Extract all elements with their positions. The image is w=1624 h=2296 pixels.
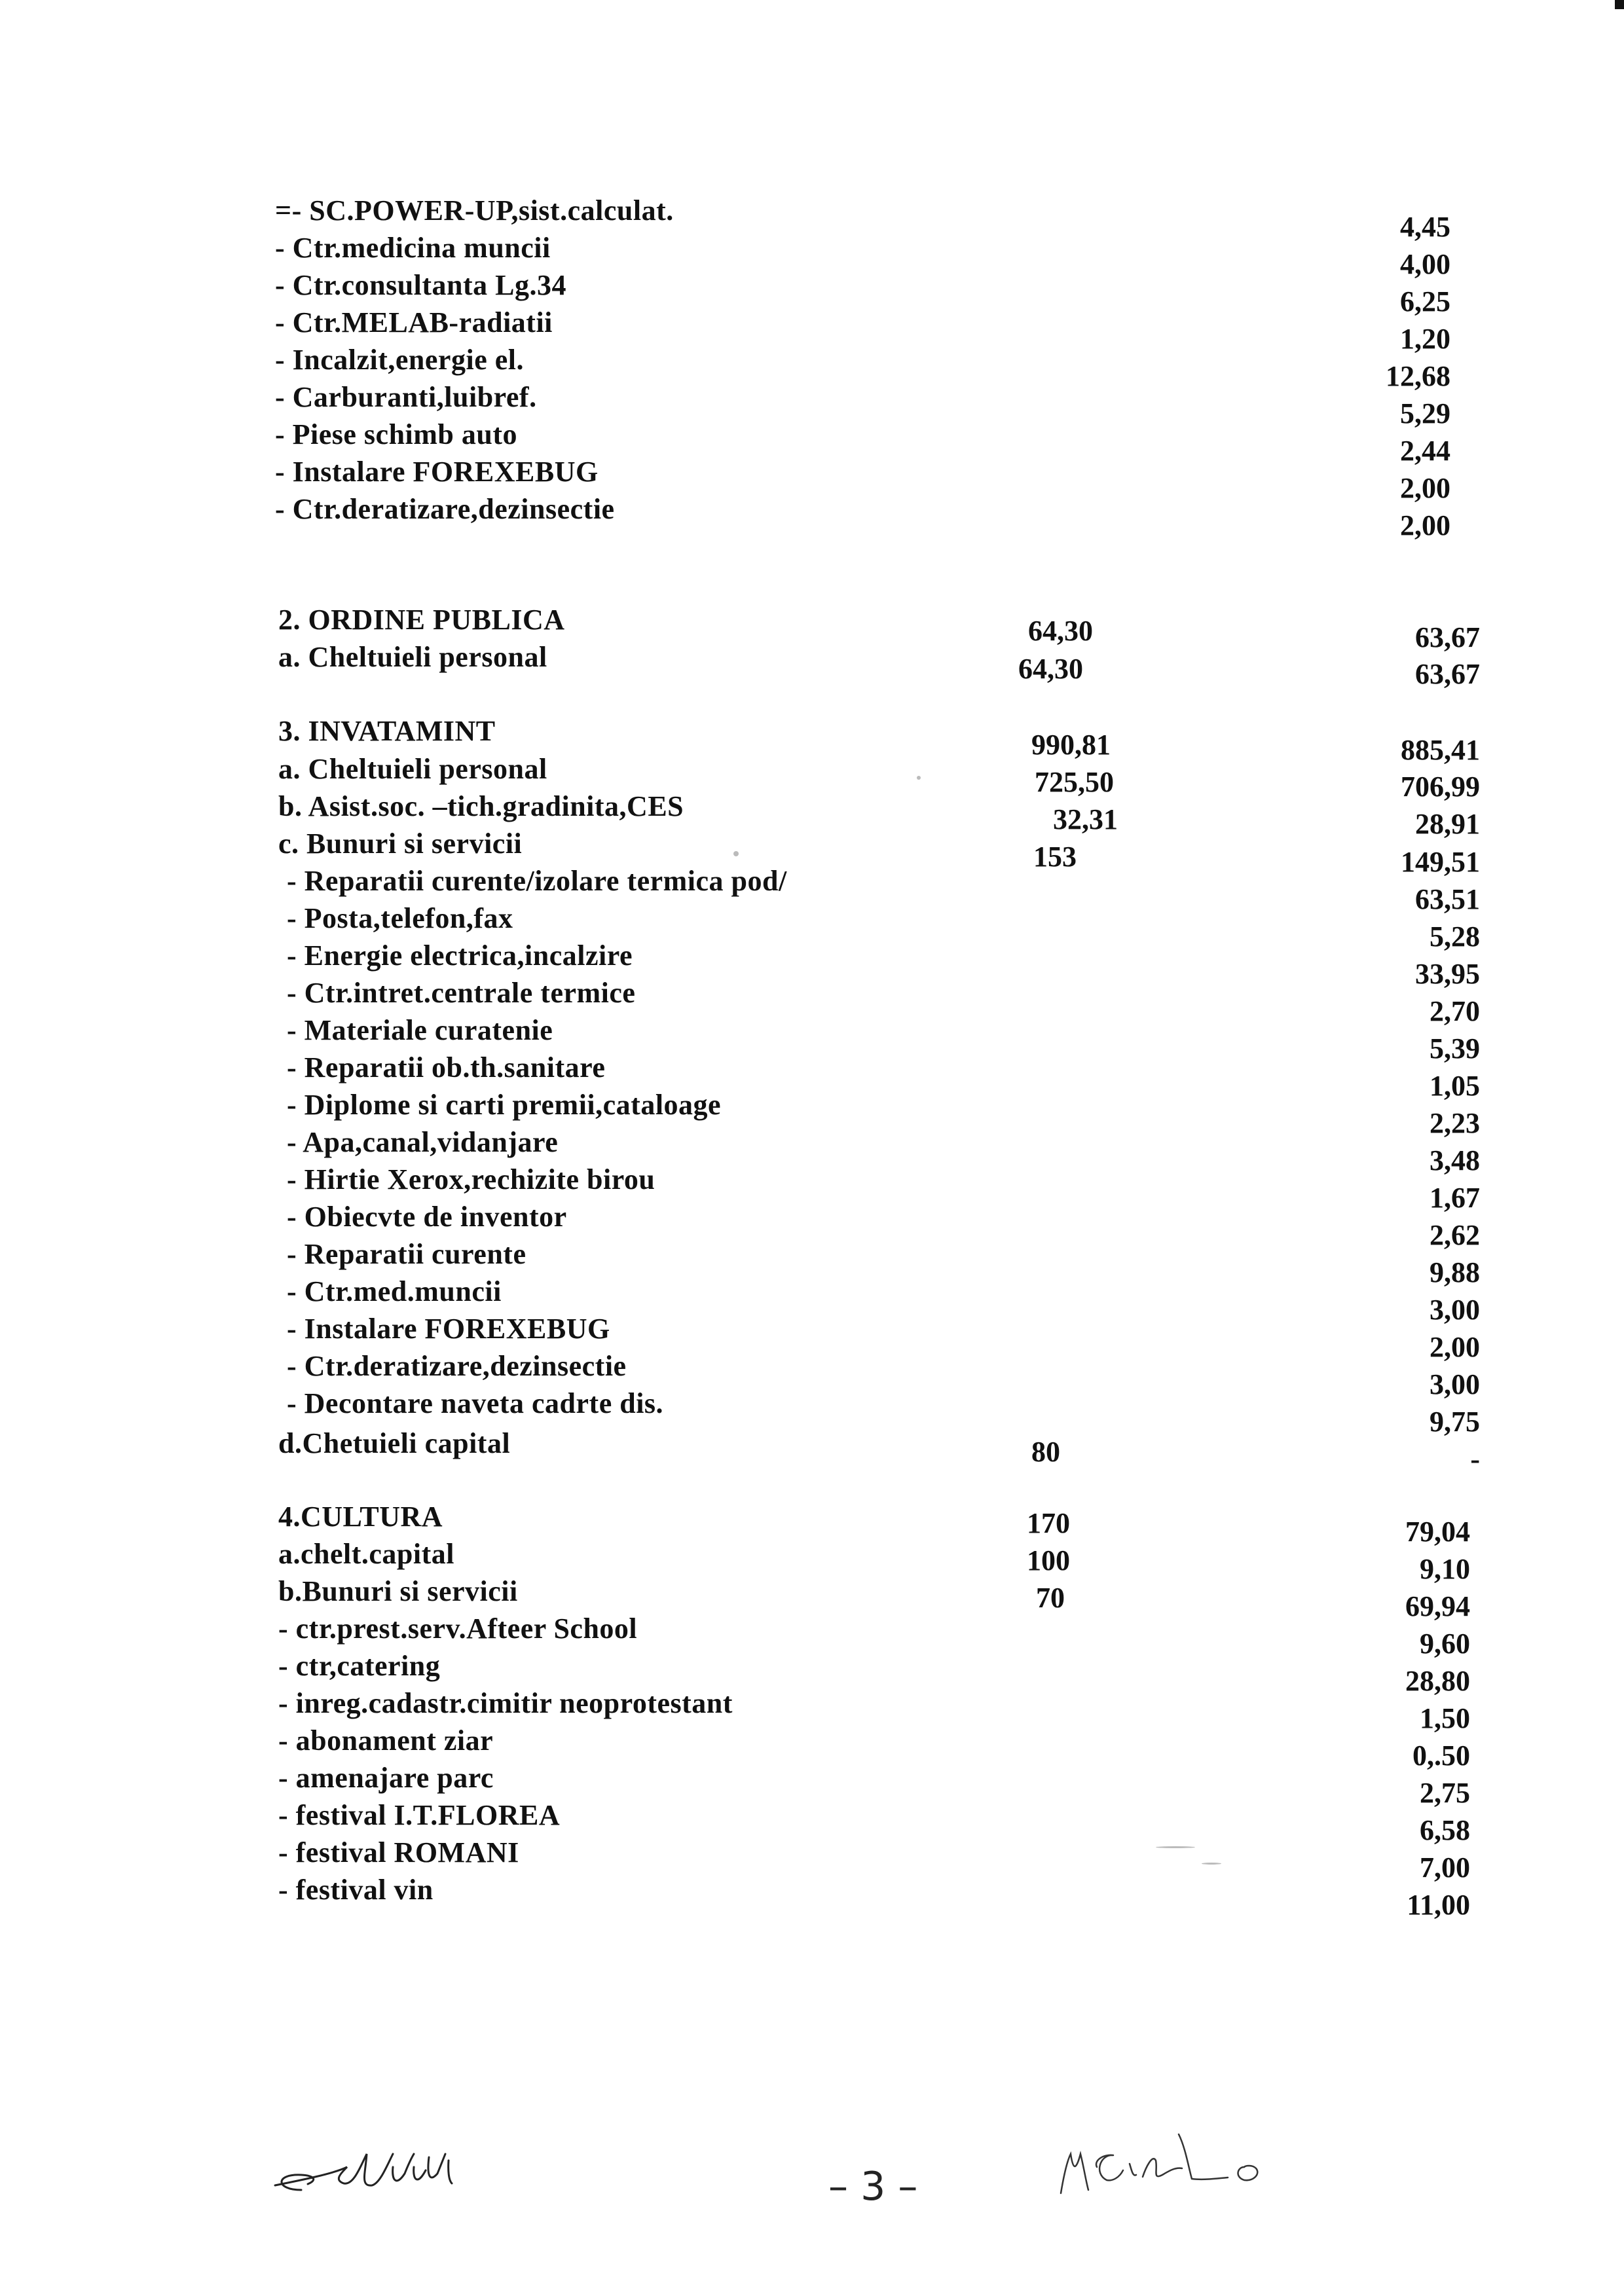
scan-speck	[1202, 1863, 1221, 1865]
signature-left	[262, 2128, 498, 2213]
actual-value: 79,04	[1405, 1516, 1470, 1548]
actual-value: 28,91	[1415, 808, 1480, 840]
top-item-value: 2,44	[1400, 435, 1450, 467]
scan-speck	[1156, 1846, 1195, 1848]
top-item-value: 4,00	[1400, 248, 1450, 280]
expense-item-value: 28,80	[1405, 1665, 1470, 1697]
expense-item-value: 6,58	[1420, 1814, 1470, 1846]
section-row-label: c. Bunuri si servicii	[278, 828, 523, 860]
expense-item-value: 63,51	[1415, 883, 1480, 915]
top-item-value: 2,00	[1400, 472, 1450, 504]
expense-item-label: - Posta,telefon,fax	[287, 902, 513, 934]
expense-item-value: 2,62	[1430, 1219, 1480, 1251]
top-item-value: 2,00	[1400, 509, 1450, 541]
expense-item-label: - abonament ziar	[278, 1724, 494, 1757]
expense-item-value: 0,.50	[1412, 1740, 1470, 1772]
scan-corner-mark	[1615, 0, 1624, 9]
actual-value: 63,67	[1415, 621, 1480, 653]
expense-item-label: - Diplome si carti premii,cataloage	[287, 1089, 722, 1121]
expense-item-value: 1,05	[1430, 1070, 1480, 1102]
expense-item-value: 5,39	[1430, 1032, 1480, 1065]
expense-item-label: - Ctr.deratizare,dezinsectie	[287, 1350, 627, 1382]
expense-item-label: - inreg.cadastr.cimitir neoprotestant	[278, 1687, 733, 1719]
expense-item-value: 9,60	[1420, 1628, 1470, 1660]
expense-item-label: - Ctr.intret.centrale termice	[287, 977, 636, 1009]
section-heading: 2. ORDINE PUBLICA	[278, 604, 565, 636]
section-heading: 3. INVATAMINT	[278, 715, 496, 747]
expense-item-value: 3,48	[1430, 1144, 1480, 1176]
top-item-label: - Ctr.MELAB-radiatii	[275, 306, 553, 338]
actual-value: -	[1470, 1443, 1480, 1475]
section-heading: 4.CULTURA	[278, 1501, 443, 1533]
expense-item-value: 3,00	[1430, 1368, 1480, 1400]
expense-item-value: 2,23	[1430, 1107, 1480, 1139]
top-item-value: 6,25	[1400, 285, 1450, 318]
top-item-label: - Incalzit,energie el.	[275, 344, 524, 376]
section-row-label: a. Cheltuieli personal	[278, 753, 547, 785]
expense-item-value: 9,75	[1430, 1406, 1480, 1438]
planned-value: 153	[1033, 841, 1077, 873]
top-item-value: 4,45	[1400, 211, 1450, 243]
expense-item-label: - Materiale curatenie	[287, 1014, 553, 1046]
expense-item-value: 7,00	[1420, 1851, 1470, 1884]
expense-item-label: - Reparatii curente	[287, 1238, 526, 1270]
top-item-label: - Piese schimb auto	[275, 418, 518, 450]
expense-item-value: 5,28	[1430, 920, 1480, 953]
expense-item-value: 33,95	[1415, 958, 1480, 990]
expense-item-value: 1,67	[1430, 1182, 1480, 1214]
top-item-label: - Carburanti,luibref.	[275, 381, 537, 413]
expense-item-value: 3,00	[1430, 1294, 1480, 1326]
expense-item-label: - festival I.T.FLOREA	[278, 1799, 561, 1831]
top-item-label: - Ctr.consultanta Lg.34	[275, 269, 567, 301]
capital-label: d.Chetuieli capital	[278, 1427, 511, 1459]
expense-item-label: - amenajare parc	[278, 1762, 494, 1794]
expense-item-label: - ctr.prest.serv.Afteer School	[278, 1613, 638, 1645]
top-item-label: =- SC.POWER-UP,sist.calculat.	[275, 194, 674, 227]
expense-item-value: 11,00	[1407, 1889, 1470, 1921]
expense-item-label: - Reparatii ob.th.sanitare	[287, 1051, 606, 1084]
expense-item-value: 9,88	[1430, 1256, 1480, 1288]
scan-speck	[733, 851, 739, 856]
section-row-label: b. Asist.soc. –tich.gradinita,CES	[278, 790, 684, 822]
expense-item-label: - Instalare FOREXEBUG	[287, 1313, 610, 1345]
expense-item-label: - Hirtie Xerox,rechizite birou	[287, 1163, 655, 1195]
section-row-label: a.chelt.capital	[278, 1538, 455, 1570]
planned-value: 100	[1027, 1544, 1070, 1576]
expense-item-label: - ctr,catering	[278, 1650, 441, 1682]
top-item-label: - Instalare FOREXEBUG	[275, 456, 599, 488]
expense-item-value: 2,75	[1420, 1777, 1470, 1809]
planned-value: 170	[1027, 1507, 1070, 1539]
expense-item-label: - Energie electrica,incalzire	[287, 939, 633, 972]
scan-speck	[917, 776, 921, 780]
signature-right	[1048, 2115, 1323, 2206]
expense-item-label: - Decontare naveta cadrte dis.	[287, 1387, 664, 1419]
planned-value: 70	[1036, 1582, 1065, 1614]
section-row-label: b.Bunuri si servicii	[278, 1575, 518, 1607]
top-item-value: 1,20	[1400, 323, 1450, 355]
expense-item-label: - Ctr.med.muncii	[287, 1275, 502, 1307]
top-item-label: - Ctr.medicina muncii	[275, 232, 551, 264]
planned-value: 32,31	[1053, 803, 1118, 835]
actual-value: 885,41	[1401, 734, 1480, 766]
planned-value: 64,30	[1018, 653, 1083, 685]
expense-item-label: - Reparatii curente/izolare termica pod/	[287, 865, 787, 897]
actual-value: 63,67	[1415, 658, 1480, 690]
top-item-label: - Ctr.deratizare,dezinsectie	[275, 493, 615, 525]
expense-item-value: 2,70	[1430, 995, 1480, 1027]
expense-item-value: 1,50	[1420, 1702, 1470, 1734]
section-row-label: a. Cheltuieli personal	[278, 641, 547, 673]
expense-item-label: - festival ROMANI	[278, 1836, 519, 1868]
planned-value: 80	[1031, 1436, 1060, 1468]
actual-value: 706,99	[1401, 771, 1480, 803]
expense-item-label: - Apa,canal,vidanjare	[287, 1126, 559, 1158]
page-number: – 3 –	[828, 2164, 918, 2210]
actual-value: 149,51	[1401, 846, 1480, 878]
expense-item-label: - festival vin	[278, 1874, 434, 1906]
planned-value: 990,81	[1031, 729, 1111, 761]
expense-item-value: 2,00	[1430, 1331, 1480, 1363]
top-item-value: 12,68	[1386, 360, 1450, 392]
actual-value: 69,94	[1405, 1590, 1470, 1622]
actual-value: 9,10	[1420, 1553, 1470, 1585]
planned-value: 64,30	[1028, 615, 1093, 647]
top-item-value: 5,29	[1400, 397, 1450, 429]
expense-item-label: - Obiecvte de inventor	[287, 1201, 567, 1233]
planned-value: 725,50	[1035, 766, 1114, 798]
